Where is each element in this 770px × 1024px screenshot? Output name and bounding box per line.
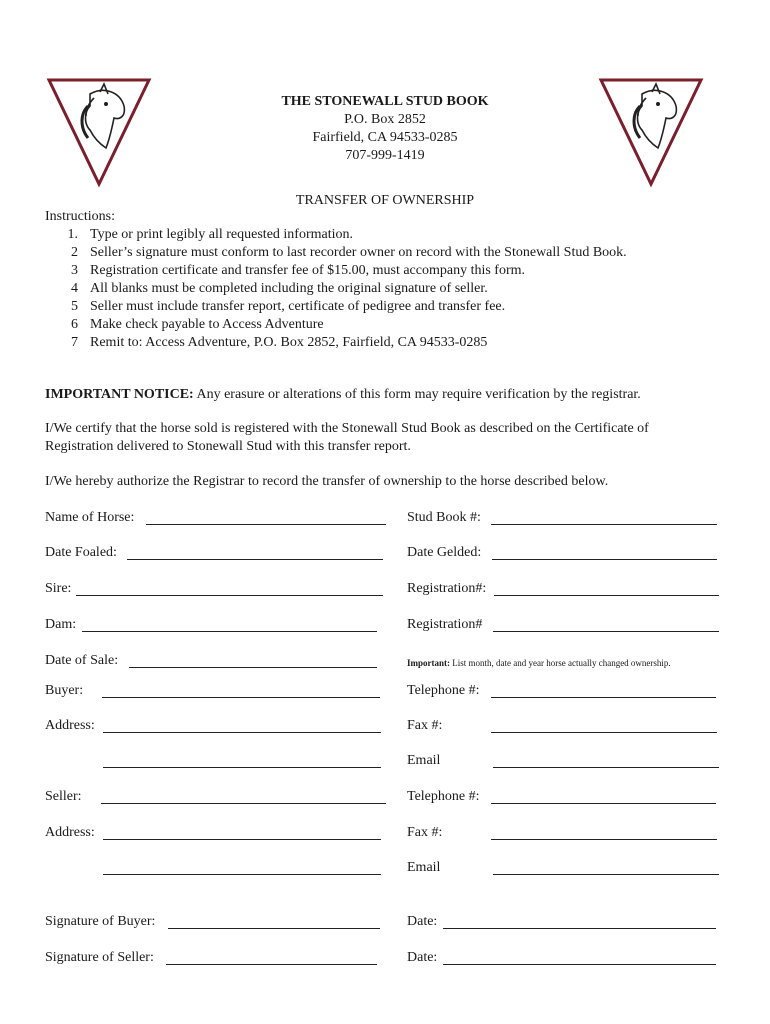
instructions-heading: Instructions: — [45, 209, 115, 224]
buyer-email-field[interactable] — [493, 767, 719, 768]
buyer-fax-field[interactable] — [491, 732, 717, 733]
sire-label: Sire: — [45, 581, 72, 596]
list-item: 3 Registration certificate and transfer fee of $15.00, must accompany this form. — [71, 263, 526, 278]
signature-seller-field[interactable] — [166, 964, 377, 965]
address-line1: P.O. Box 2852 — [344, 112, 426, 127]
buyer-label: Buyer: — [45, 683, 84, 698]
date-seller-label: Date: — [407, 950, 438, 965]
certify-line1: I/We certify that the horse sold is registered with the Stonewall Stud Book as described on the Certificate of — [45, 421, 649, 436]
date-gelded-field[interactable] — [492, 559, 717, 560]
form-title: TRANSFER OF OWNERSHIP — [295, 193, 475, 208]
date-of-sale-field[interactable] — [129, 667, 377, 668]
seller-email-field[interactable] — [493, 874, 719, 875]
buyer-fax-label: Fax #: — [407, 718, 443, 733]
phone-number: 707-999-1419 — [345, 148, 425, 163]
list-item: 6 Make check payable to Access Adventure — [71, 317, 324, 332]
date-of-sale-label: Date of Sale: — [45, 653, 119, 668]
seller-address-label: Address: — [45, 825, 95, 840]
stud-book-label: Stud Book #: — [407, 510, 481, 525]
list-item: 2 Seller’s signature must conform to last recorder owner on record with the Stonewall Stud Book. — [71, 245, 627, 260]
buyer-email-label: Email — [407, 753, 441, 768]
buyer-address-field[interactable] — [103, 732, 381, 733]
seller-telephone-label: Telephone #: — [407, 789, 480, 804]
document-title: THE STONEWALL STUD BOOK — [281, 94, 489, 109]
dam-registration-label: Registration# — [407, 617, 483, 632]
date-buyer-field[interactable] — [443, 928, 716, 929]
seller-telephone-field[interactable] — [491, 803, 716, 804]
certify-line2: Registration delivered to Stonewall Stud with this transfer report. — [45, 439, 411, 454]
sire-field[interactable] — [76, 595, 383, 596]
date-of-sale-note: Important: List month, date and year horse actually changed ownership. — [407, 658, 671, 668]
date-foaled-label: Date Foaled: — [45, 545, 117, 560]
list-item: 1. Type or print legibly all requested information. — [67, 227, 354, 242]
list-item: 5 Seller must include transfer report, certificate of pedigree and transfer fee. — [71, 299, 506, 314]
seller-email-label: Email — [407, 860, 441, 875]
address-line2: Fairfield, CA 94533-0285 — [312, 130, 458, 145]
buyer-field[interactable] — [102, 697, 380, 698]
buyer-telephone-label: Telephone #: — [407, 683, 480, 698]
list-item: 4 All blanks must be completed including the original signature of seller. — [71, 281, 488, 296]
sire-registration-field[interactable] — [494, 595, 719, 596]
name-of-horse-label: Name of Horse: — [45, 510, 135, 525]
seller-address-field-line2[interactable] — [103, 874, 381, 875]
important-notice: IMPORTANT NOTICE: Any erasure or alterations of this form may require verification by the registrar. — [45, 387, 641, 402]
date-foaled-field[interactable] — [127, 559, 383, 560]
date-gelded-label: Date Gelded: — [407, 545, 482, 560]
seller-field[interactable] — [101, 803, 386, 804]
signature-buyer-label: Signature of Buyer: — [45, 914, 156, 929]
dam-label: Dam: — [45, 617, 77, 632]
sire-registration-label: Registration#: — [407, 581, 487, 596]
signature-seller-label: Signature of Seller: — [45, 950, 154, 965]
buyer-telephone-field[interactable] — [491, 697, 716, 698]
buyer-address-field-line2[interactable] — [103, 767, 381, 768]
instructions-list — [45, 226, 627, 352]
signature-buyer-field[interactable] — [168, 928, 380, 929]
list-item: 7 Remit to: Access Adventure, P.O. Box 2852, Fairfield, CA 94533-0285 — [71, 335, 488, 350]
authorize-statement: I/We hereby authorize the Registrar to record the transfer of ownership to the horse described below. — [45, 474, 609, 489]
seller-address-field[interactable] — [103, 839, 381, 840]
name-of-horse-field[interactable] — [146, 524, 386, 525]
stud-book-field[interactable] — [491, 524, 717, 525]
seller-fax-label: Fax #: — [407, 825, 443, 840]
dam-field[interactable] — [82, 631, 377, 632]
date-seller-field[interactable] — [443, 964, 716, 965]
date-buyer-label: Date: — [407, 914, 438, 929]
buyer-address-label: Address: — [45, 718, 95, 733]
seller-label: Seller: — [45, 789, 82, 804]
seller-fax-field[interactable] — [491, 839, 717, 840]
dam-registration-field[interactable] — [493, 631, 719, 632]
